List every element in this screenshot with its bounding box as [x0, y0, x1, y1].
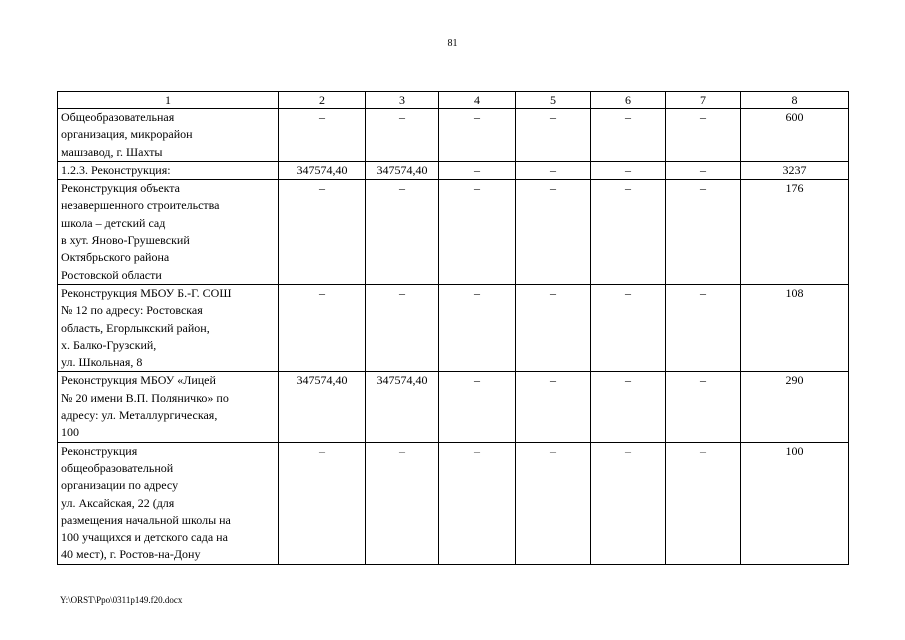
- table-row: [58, 284, 849, 371]
- table-cell: –: [279, 442, 366, 564]
- table-cell: 347574,40: [279, 161, 366, 179]
- table-cell: –: [439, 180, 516, 285]
- header-cell: 3: [366, 92, 439, 109]
- table-cell: 347574,40: [279, 372, 366, 442]
- row-name: Реконструкция общеобразовательной организации по адресу ул. Аксайская, 22 (для размещения начальной школы на 100 учащихся и детского сада на 40 мест), г. Ростов-на-Дону: [58, 442, 279, 564]
- table-cell: –: [591, 161, 666, 179]
- table-row: [58, 161, 849, 179]
- table-cell: –: [516, 109, 591, 162]
- table-cell: 290: [741, 372, 849, 442]
- footer-file-path: Y:\ORST\Ppo\0311p149.f20.docx: [60, 595, 183, 605]
- row-name: Реконструкция МБОУ Б.-Г. СОШ № 12 по адресу: Ростовская область, Егорлыкский район, х. Балко-Грузский, ул. Школьная, 8: [58, 284, 279, 371]
- table-cell: 600: [741, 109, 849, 162]
- table-cell: –: [366, 180, 439, 285]
- table-cell: –: [591, 284, 666, 371]
- table-cell: –: [366, 284, 439, 371]
- table-cell: –: [666, 109, 741, 162]
- table-cell: –: [591, 372, 666, 442]
- page-number: 81: [447, 38, 458, 49]
- table-cell: –: [366, 109, 439, 162]
- table-cell: 108: [741, 284, 849, 371]
- table-cell: 100: [741, 442, 849, 564]
- table-cell: –: [439, 372, 516, 442]
- table-cell: –: [591, 180, 666, 285]
- header-cell: 5: [516, 92, 591, 109]
- table-cell: 3237: [741, 161, 849, 179]
- table-cell: –: [666, 284, 741, 371]
- data-table: [57, 91, 849, 565]
- header-row: [58, 92, 849, 109]
- table-cell: –: [591, 109, 666, 162]
- table-row: [58, 109, 849, 162]
- table-row: [58, 372, 849, 442]
- table-cell: –: [516, 180, 591, 285]
- header-cell: 6: [591, 92, 666, 109]
- table-cell: 347574,40: [366, 372, 439, 442]
- table-cell: –: [439, 442, 516, 564]
- table-cell: –: [279, 180, 366, 285]
- table-row: [58, 442, 849, 564]
- table-cell: –: [666, 161, 741, 179]
- table-cell: –: [666, 442, 741, 564]
- table-cell: –: [516, 161, 591, 179]
- table-cell: –: [666, 372, 741, 442]
- row-name: 1.2.3. Реконструкция:: [58, 161, 279, 179]
- table-cell: –: [279, 109, 366, 162]
- table-cell: –: [366, 442, 439, 564]
- header-cell: 1: [58, 92, 279, 109]
- table-cell: 176: [741, 180, 849, 285]
- row-name: Реконструкция МБОУ «Лицей № 20 имени В.П. Поляничко» по адресу: ул. Металлургическая, 100: [58, 372, 279, 442]
- table-row: [58, 180, 849, 285]
- table-cell: –: [516, 372, 591, 442]
- header-cell: 7: [666, 92, 741, 109]
- header-cell: 8: [741, 92, 849, 109]
- table-cell: –: [439, 109, 516, 162]
- table-cell: 347574,40: [366, 161, 439, 179]
- row-name: Общеобразовательная организация, микрорайон машзавод, г. Шахты: [58, 109, 279, 162]
- table-cell: –: [439, 284, 516, 371]
- header-cell: 4: [439, 92, 516, 109]
- header-cell: 2: [279, 92, 366, 109]
- row-name: Реконструкция объекта незавершенного строительства школа – детский сад в хут. Яново-Грушевский Октябрьского района Ростовской области: [58, 180, 279, 285]
- table-cell: –: [516, 284, 591, 371]
- table-cell: –: [666, 180, 741, 285]
- table-cell: –: [591, 442, 666, 564]
- table-cell: –: [279, 284, 366, 371]
- table-cell: –: [516, 442, 591, 564]
- table-cell: –: [439, 161, 516, 179]
